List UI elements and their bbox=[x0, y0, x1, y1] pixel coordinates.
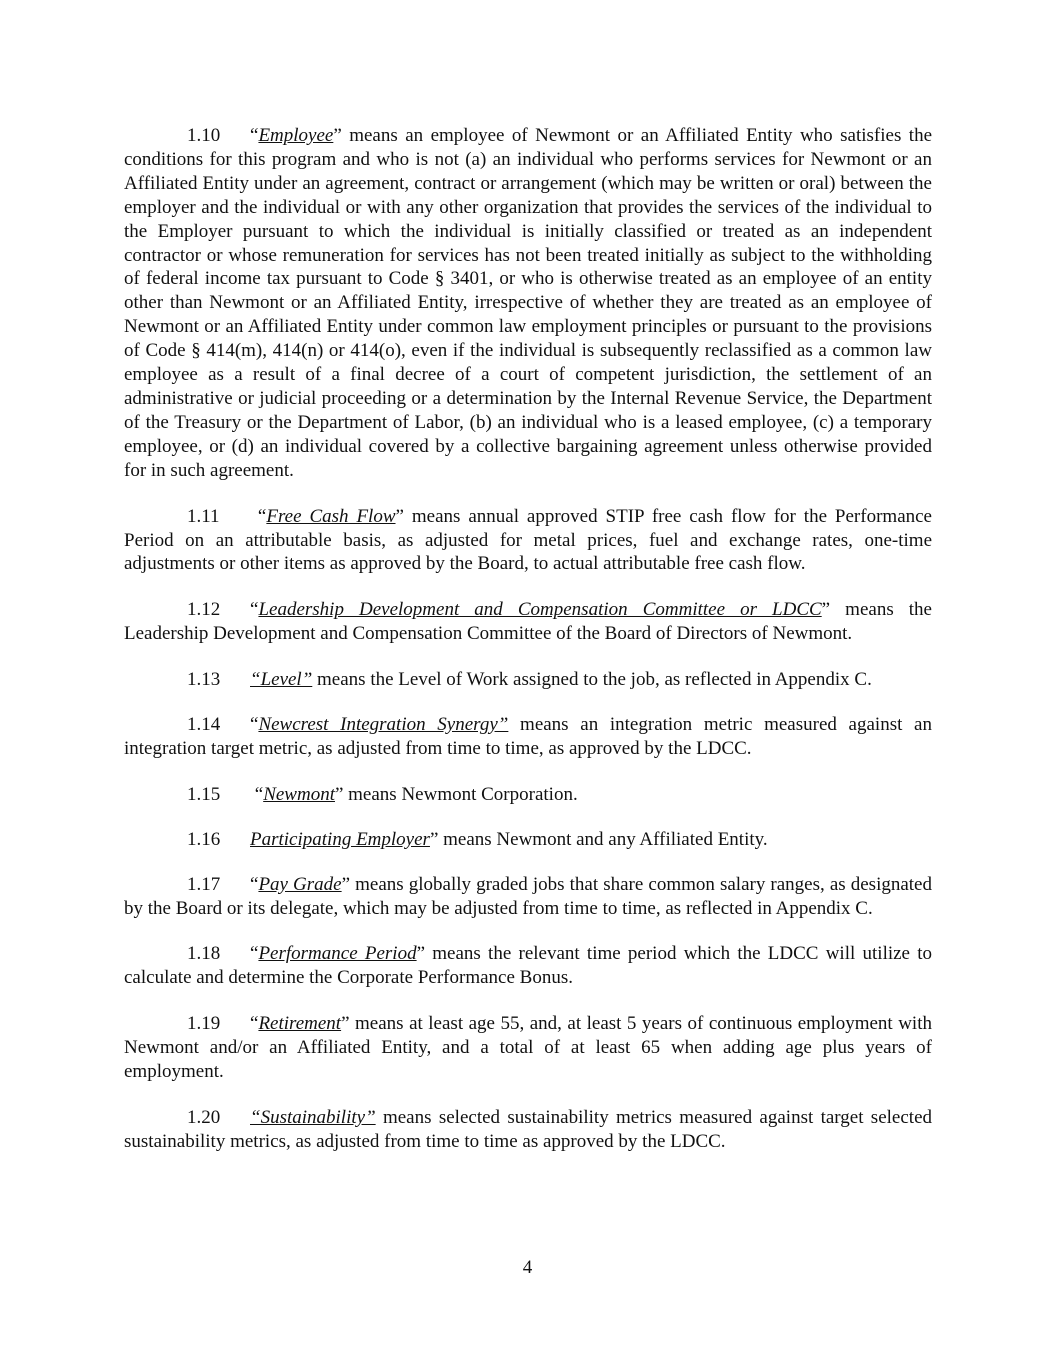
definition-1-19: 1.19 “Retirement” means at least age 55, and, at least 5 years of continuous employment with Newmont and/or an Affiliated Entity, and a total of at least 65 when adding age plus years of employment. bbox=[124, 1013, 932, 1083]
section-number: 1.12 bbox=[187, 599, 221, 621]
document-page bbox=[124, 124, 932, 1154]
section-number: 1.18 bbox=[187, 943, 221, 965]
definition-text: means annual approved STIP free cash flow for the Performance Period on an attributable basis, as adjusted for metal prices, fuel and exchange rates, one-time adjustments or other items as approved by the Board, to actual attributable free cash flow. bbox=[124, 505, 932, 575]
definition-text: means an employee of Newmont or an Affiliated Entity who satisfies the conditions for this program and who is not (a) an individual who performs services for Newmont or an Affiliated Entity under an agreement, contract or arrangement (which may be written or oral) between the employer and the individual or with any other organization that provides the services of the individual to the Employer pursuant to which the individual is initially classified or treated as an independent contractor or whose remuneration for services has not been treated initially as subject to the withholding of federal income tax pursuant to Code § 3401, or who is otherwise treated as an employee of an entity other than Newmont or an Affiliated Entity, irrespective of whether they are treated as an employee of Newmont or an Affiliated Entity under common law employment principles or pursuant to the provisions of Code § 414(m), 414(n) or 414(o), even if the individual is subsequently reclassified as a common law employee as a result of a final decree of a court of competent jurisdiction, the settlement of an administrative or judicial proceeding or a determination by the Internal Revenue Service, the Department of the Treasury or the Department of Labor, (b) an individual who is a leased employee, (c) a temporary employee, or (d) an individual covered by a collective bargaining agreement unless otherwise provided for in such agreement. bbox=[124, 125, 932, 481]
defined-term: “Sustainability” bbox=[250, 1107, 376, 1128]
defined-term: Employee bbox=[258, 125, 334, 146]
definition-text: means the relevant time period which the LDCC will utilize to calculate and determine the Corporate Performance Bonus. bbox=[124, 943, 933, 989]
definition-1-12: 1.12 “Leadership Development and Compensation Committee or LDCC” means the Leadership Development and Compensation Committee of the Board of Directors of Newmont. bbox=[124, 599, 932, 645]
definition-text: means globally graded jobs that share common salary ranges, as designated by the Board or its delegate, which may be adjusted from time to time, as reflected in Appendix C. bbox=[124, 873, 932, 919]
defined-term: Pay Grade bbox=[258, 873, 342, 895]
defined-term: Retirement bbox=[258, 1013, 342, 1035]
definition-text: means at least age 55, and, at least 5 years of continuous employment with Newmont and/or an Affiliated Entity, and a total of at least 65 when adding age plus years of employment. bbox=[124, 1013, 932, 1083]
definition-1-17: 1.17 “Pay Grade” means globally graded jobs that share common salary ranges, as designated by the Board or its delegate, which may be adjusted from time to time, as reflected in Appendix C. bbox=[124, 873, 932, 919]
section-number: 1.13 bbox=[187, 669, 221, 691]
section-number: 1.15 bbox=[187, 783, 221, 805]
definition-1-14: 1.14 “Newcrest Integration Synergy” means an integration metric measured against an integration target metric, as adjusted from time to time, as approved by the LDCC. bbox=[124, 714, 932, 759]
section-number: 1.14 bbox=[187, 714, 221, 736]
defined-term: Free Cash Flow bbox=[266, 505, 396, 527]
definition-1-16: 1.16 Participating Employer” means Newmont and any Affiliated Entity. bbox=[187, 828, 768, 850]
section-number: 1.20 bbox=[187, 1107, 221, 1128]
definition-text: means selected sustainability metrics measured against target selected sustainability metrics, as adjusted from time to time as approved by the LDCC. bbox=[124, 1107, 932, 1152]
definition-text: means the Leadership Development and Compensation Committee of the Board of Directors of Newmont. bbox=[124, 599, 932, 645]
definition-1-20 bbox=[124, 1106, 932, 1154]
definition-text: means Newmont Corporation. bbox=[343, 783, 578, 805]
definition-text: means the Level of Work assigned to the job, as reflected in Appendix C. bbox=[312, 669, 872, 691]
defined-term: Participating Employer bbox=[250, 828, 430, 850]
definition-1-11: 1.11 “Free Cash Flow” means annual approved STIP free cash flow for the Performance Period on an attributable basis, as adjusted for metal prices, fuel and exchange rates, one-time adjustments or other items as approved by the Board, to actual attributable free cash flow. bbox=[124, 505, 932, 575]
definition-text: means an integration metric measured against an integration target metric, as adjusted from time to time, as approved by the LDCC. bbox=[124, 714, 932, 759]
section-number: 1.16 bbox=[187, 828, 221, 850]
definition-1-13 bbox=[124, 668, 932, 692]
section-number: 1.19 bbox=[187, 1013, 221, 1035]
definition-text: means Newmont and any Affiliated Entity. bbox=[438, 828, 768, 850]
section-number: 1.17 bbox=[187, 873, 221, 895]
section-number: 1.10 bbox=[187, 125, 221, 146]
section-number: 1.11 bbox=[187, 505, 220, 527]
definition-1-18: 1.18 “Performance Period” means the relevant time period which the LDCC will utilize to calculate and determine the Corporate Performance Bonus. bbox=[124, 943, 933, 989]
definition-1-10: 1.10 “Employee” means an employee of Newmont or an Affiliated Entity who satisfies the conditions for this program and who is not (a) an individual who performs services for Newmont or an Affiliated Entity under an agreement, contract or arrangement (which may be written or oral) between the employer and the individual or with any other organization that provides the services of the individual to the Employer pursuant to which the individual is initially classified or treated as an independent contractor or whose remuneration for services has not been treated initially as subject to the withholding of federal income tax pursuant to Code § 3401, or who is otherwise treated as an employee of an entity other than Newmont or an Affiliated Entity, irrespective of whether they are treated as an employee of Newmont or an Affiliated Entity under common law employment principles or pursuant to the provisions of Code § 414(m), 414(n) or 414(o), even if the individual is subsequently reclassified as a common law employee as a result of a final decree of a court of competent jurisdiction, the settlement of an administrative or judicial proceeding or a determination by the Internal Revenue Service, the Department of the Treasury or the Department of Labor, (b) an individual who is a leased employee, (c) a temporary employee, or (d) an individual covered by a collective bargaining agreement unless otherwise provided for in such agreement. bbox=[124, 125, 932, 481]
defined-term: Newcrest Integration Synergy” bbox=[258, 714, 509, 736]
definition-1-15: 1.15 “Newmont” means Newmont Corporation. bbox=[187, 783, 578, 805]
page-number: 4 bbox=[522, 1257, 533, 1278]
defined-term: “Level” bbox=[250, 669, 313, 691]
defined-term: Performance Period bbox=[258, 943, 417, 965]
defined-term: Newmont bbox=[263, 783, 335, 805]
defined-term: Leadership Development and Compensation Committee or LDCC bbox=[258, 599, 822, 621]
